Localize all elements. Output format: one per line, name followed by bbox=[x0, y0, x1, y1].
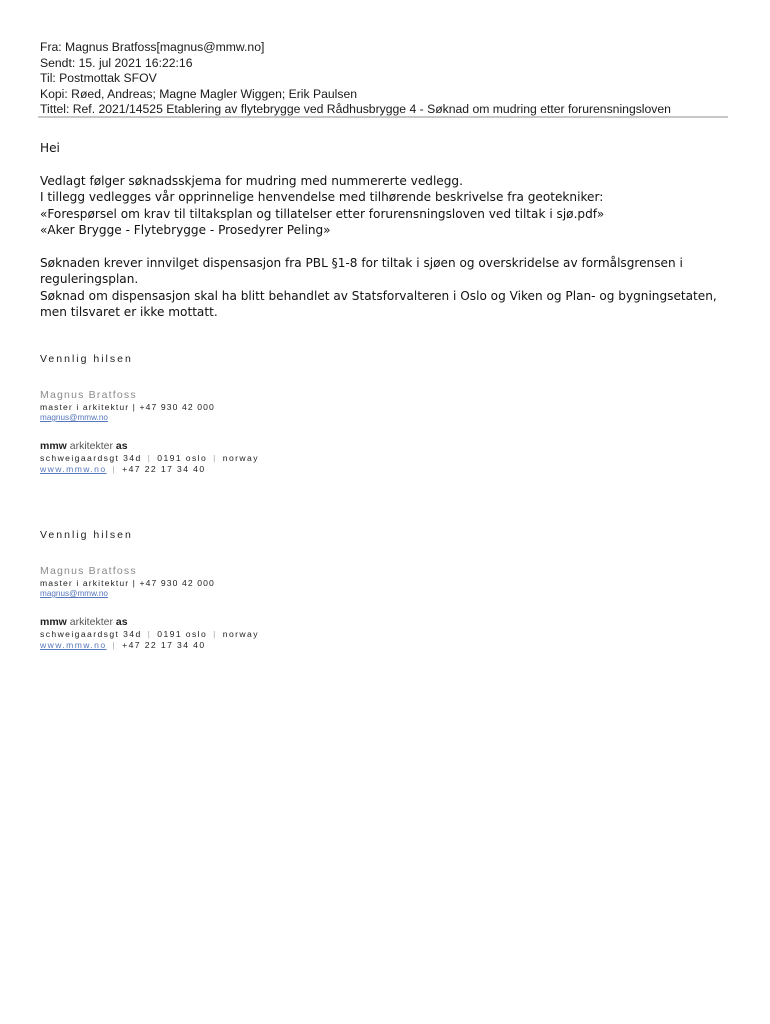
cc-line: Kopi: Røed, Andreas; Magne Magler Wiggen; Erik Paulsen bbox=[40, 86, 358, 101]
body-line: I tillegg vedlegges vår opprinnelige henvendelse med tilhørende beskrivelse fra geotekniker: bbox=[40, 190, 604, 205]
body-line: Søknaden krever innvilget dispensasjon fra PBL §1-8 for tiltak i sjøen og overskridelse av formålsgrensen i bbox=[40, 256, 683, 270]
sent-line: Sendt: 15. jul 2021 16:22:16 bbox=[40, 55, 193, 70]
company-address: schweigaardsgt 34d | 0191 oslo | norway bbox=[40, 453, 259, 463]
signature-block bbox=[40, 565, 259, 650]
website-link[interactable]: www.mmw.no bbox=[40, 464, 107, 474]
subject-line: Tittel: Ref. 2021/14525 Etablering av flytebrygge ved Rådhusbrygge 4 - Søknad om mudring etter forurensningsloven bbox=[40, 102, 671, 117]
company-name: mmw arkitekter as bbox=[40, 616, 128, 628]
company-name: mmw arkitekter as bbox=[40, 440, 128, 452]
body-line: Vedlagt følger søknadsskjema for mudring med nummererte vedlegg. bbox=[40, 174, 463, 188]
company-web-phone: www.mmw.no | +47 22 17 34 40 bbox=[40, 640, 206, 650]
company-address: schweigaardsgt 34d | 0191 oslo | norway bbox=[40, 629, 259, 639]
closing-greeting: Vennlig hilsen bbox=[40, 353, 133, 365]
paragraph-dispensation bbox=[40, 255, 730, 321]
from-line: Fra: Magnus Bratfoss[magnus@mmw.no] bbox=[40, 40, 265, 54]
header-divider bbox=[38, 116, 728, 118]
website-link[interactable]: www.mmw.no bbox=[40, 640, 107, 650]
signature-email-link[interactable]: magnus@mmw.no bbox=[40, 589, 108, 598]
signature-role: master i arkitektur | +47 930 42 000 bbox=[40, 578, 215, 588]
body-line: «Aker Brygge - Flytebrygge - Prosedyrer Peling» bbox=[40, 223, 331, 238]
body-line: men tilsvaret er ikke mottatt. bbox=[40, 305, 218, 320]
greeting: Hei bbox=[40, 141, 60, 155]
signature-name: Magnus Bratfoss bbox=[40, 565, 137, 577]
email-header bbox=[40, 40, 726, 118]
signature-role: master i arkitektur | +47 930 42 000 bbox=[40, 402, 215, 412]
company-web-phone: www.mmw.no | +47 22 17 34 40 bbox=[40, 464, 206, 474]
paragraph-attachments bbox=[40, 173, 730, 239]
to-line: Til: Postmottak SFOV bbox=[40, 71, 157, 86]
signature-email-link[interactable]: magnus@mmw.no bbox=[40, 413, 108, 422]
closing-greeting: Vennlig hilsen bbox=[40, 529, 133, 541]
signature-block bbox=[40, 389, 259, 474]
body-line: «Forespørsel om krav til tiltaksplan og tillatelser etter forurensningsloven ved tiltak i sjø.pdf» bbox=[40, 206, 605, 221]
body-line: Søknad om dispensasjon skal ha blitt behandlet av Statsforvalteren i Oslo og Viken og Plan- og bygningsetaten, bbox=[40, 288, 717, 303]
body-line: reguleringsplan. bbox=[40, 272, 139, 287]
signature-name: Magnus Bratfoss bbox=[40, 389, 137, 401]
